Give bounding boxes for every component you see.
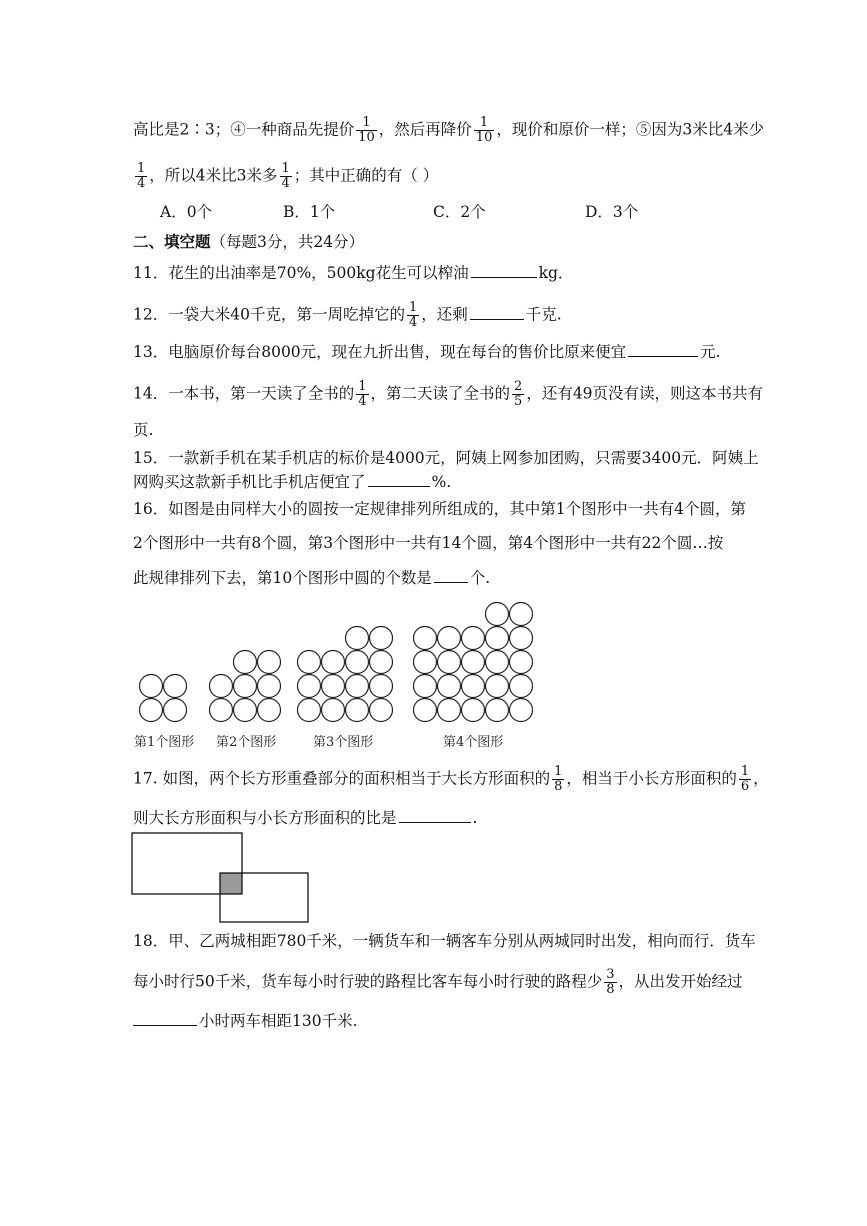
denominator: 4 [137, 176, 146, 191]
q10-line1 [133, 115, 765, 145]
figure-1-caption: 第1个图形 [134, 735, 195, 750]
overlap-region [220, 873, 242, 894]
q18-text-b: 每小时行50千米，货车每小时行驶的路程比客车每小时行驶的路程少 [133, 972, 603, 991]
fraction [512, 380, 524, 409]
q14-line2 [133, 419, 739, 441]
denominator: 5 [514, 394, 523, 409]
figure-3-caption: 第3个图形 [313, 735, 374, 750]
overlapping-rectangles-figure [0, 826, 867, 926]
q14-text-d: 页. [133, 421, 154, 439]
q10-line2 [133, 162, 739, 191]
numerator: 1 [408, 300, 418, 315]
q16-line3 [133, 566, 739, 589]
q16 [133, 498, 746, 520]
numerator: 2 [514, 379, 523, 394]
q13-text: 13．电脑原价每台8000元，现在九折出售，现在每台的售价比原来便宜 [133, 343, 627, 361]
numerator: 1 [356, 116, 377, 131]
denominator: 10 [475, 130, 493, 145]
q12-text-b: ，还剩 [421, 305, 468, 324]
denominator: 4 [358, 394, 367, 409]
denominator: 8 [554, 779, 563, 794]
section-title: 二、填空题 [133, 232, 211, 251]
q17-text-b: ，相当于小长方形面积的 [566, 769, 737, 788]
q18-text: 18．甲、乙两城相距780千米，一辆货车和一辆客车分别从两城同时出发，相向而行．货车 [133, 932, 756, 950]
q11-unit: kg． [538, 264, 574, 282]
figure-1-circles [140, 675, 187, 722]
q17-text-e: . [472, 809, 478, 827]
q16-text: 16．如图是由同样大小的圆按一定规律排列所组成的，其中第1个图形中一共有4个圆，第 [133, 500, 746, 518]
q18-text-c: ，从出发开始经过 [618, 972, 743, 991]
answer-blank [628, 340, 698, 357]
option-a: A．0个 [160, 203, 213, 221]
fraction [474, 116, 495, 145]
q17 [133, 764, 769, 794]
figure-2-caption: 第2个图形 [216, 735, 277, 750]
fraction [739, 765, 751, 794]
section-heading [133, 231, 739, 253]
option-b: B．1个 [283, 203, 336, 221]
q13-unit: 元. [700, 343, 721, 361]
q12-text-c: 千克. [525, 305, 562, 324]
answer-blank [471, 261, 537, 278]
option-d: D．3个 [585, 203, 639, 221]
option-c: C．2个 [433, 203, 486, 221]
numerator: 1 [358, 379, 367, 394]
fraction [552, 765, 564, 794]
denominator: 4 [281, 176, 290, 191]
q13 [133, 340, 739, 363]
q14-text-c: ，还有49页没有读，则这本书共有 [526, 384, 764, 403]
figure-2-circles [210, 651, 281, 722]
q10-text-c: ，现价和原价一样；⑤因为3米比4米少 [496, 120, 765, 139]
q11 [133, 261, 739, 284]
figure-4-circles [414, 603, 533, 722]
q12 [133, 301, 739, 330]
numerator: 1 [474, 116, 495, 131]
denominator: 8 [606, 982, 615, 997]
q15-text-b: 网购买这款新手机比手机店便宜了 [133, 473, 366, 491]
answer-blank [470, 303, 524, 320]
numerator: 1 [740, 764, 750, 779]
fraction [356, 116, 377, 145]
q10-text-b: ，然后再降价 [378, 120, 472, 139]
q16-line2 [133, 532, 739, 554]
q16-text-b: 2个图形中一共有8个圆，第3个图形中一共有14个圆，第4个图形中一共有22个圆…按 [133, 534, 724, 552]
q10-text-e: ；其中正确的有（ ） [293, 166, 439, 185]
q10-text-d: ，所以4米比3米多 [149, 166, 278, 185]
fraction [407, 301, 419, 330]
q12-text: 12．一袋大米40千克，第一周吃掉它的 [133, 305, 405, 324]
numerator: 1 [137, 161, 146, 176]
q16-text-d: 个. [469, 569, 491, 587]
q16-text-c: 此规律排列下去，第10个图形中圆的个数是 [133, 569, 432, 587]
q18-line2 [133, 967, 743, 997]
q14 [133, 379, 764, 409]
q15-text-c: %. [431, 473, 452, 491]
answer-blank [434, 566, 468, 583]
q10-text-a: 高比是2∶3；④一种商品先提价 [133, 120, 355, 139]
circle-pattern-figure [0, 590, 867, 730]
numerator: 1 [554, 764, 563, 779]
q11-text: 11．花生的出油率是70%，500kg花生可以榨油 [133, 264, 469, 282]
q15-text: 15．一款新手机在某手机店的标价是4000元，阿姨上网参加团购，只需要3400元．阿姨上 [133, 449, 759, 467]
answer-blank [133, 1009, 197, 1026]
numerator: 3 [606, 967, 615, 982]
answer-blank [368, 470, 430, 487]
q14-text-b: ，第二天读了全书的 [370, 384, 511, 403]
figure-4-caption: 第4个图形 [443, 735, 504, 750]
denominator: 4 [408, 315, 418, 330]
figure-3-circles [298, 627, 393, 722]
q18-text-d: 小时两车相距130千米. [199, 1012, 358, 1030]
answer-blank [399, 806, 471, 823]
denominator: 6 [740, 779, 750, 794]
q17-text: 17. 如图，两个长方形重叠部分的面积相当于大长方形面积的 [133, 769, 551, 788]
fraction [356, 380, 368, 409]
section-note: （每题3分，共24分） [210, 233, 365, 251]
fraction [604, 968, 616, 997]
q17-text-c: ， [753, 769, 769, 788]
fraction [280, 162, 292, 191]
q17-text-d: 则大长方形面积与小长方形面积的比是 [133, 809, 397, 827]
q15 [133, 447, 759, 469]
fraction [135, 162, 147, 191]
numerator: 1 [281, 161, 290, 176]
q15-line2 [133, 470, 739, 493]
denominator: 10 [358, 130, 375, 145]
q14-text: 14．一本书，第一天读了全书的 [133, 384, 355, 403]
q18 [133, 930, 756, 952]
q18-line3 [133, 1009, 739, 1032]
